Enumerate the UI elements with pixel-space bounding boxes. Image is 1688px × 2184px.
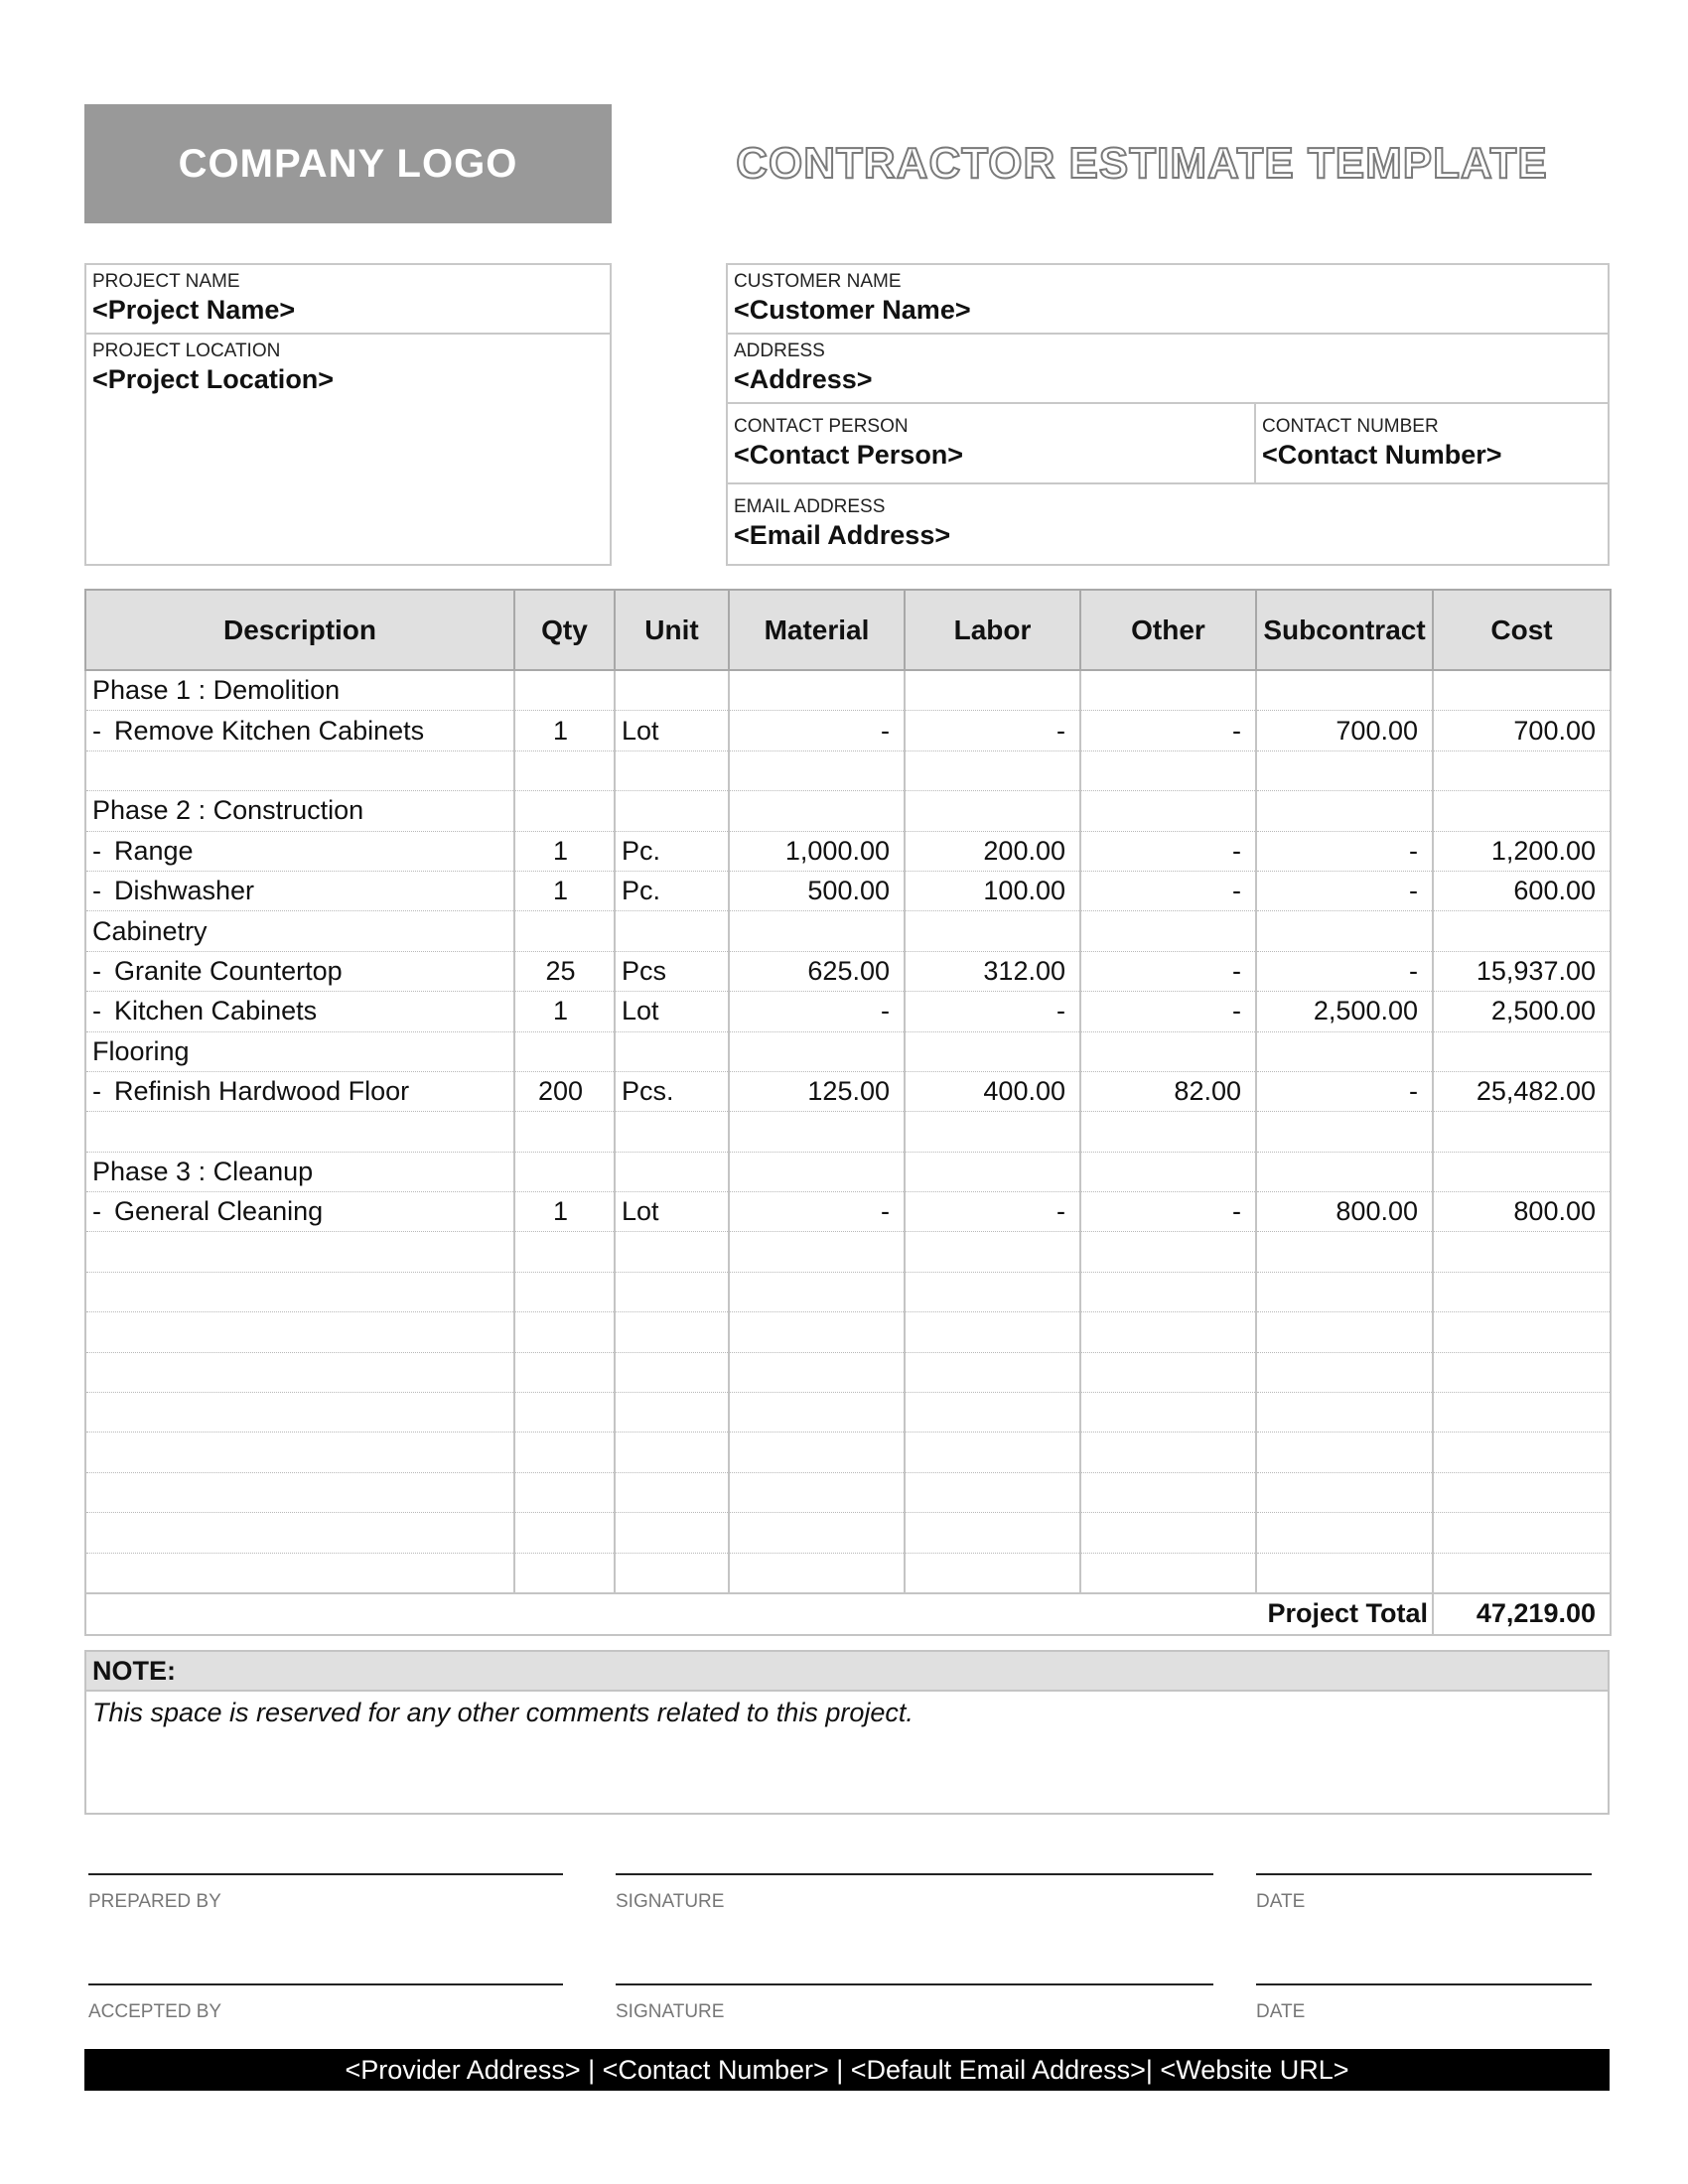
description-cell[interactable] [85,1352,514,1392]
prepared-by-label: PREPARED BY [88,1891,221,1912]
labor-cell[interactable] [905,1312,1080,1352]
other-cell[interactable]: 82.00 [1080,1071,1256,1111]
subcontract-cell[interactable] [1256,1232,1433,1272]
other-cell[interactable] [1080,1112,1256,1152]
material-cell[interactable] [729,670,905,711]
other-cell[interactable] [1080,1513,1256,1553]
labor-cell[interactable] [905,1232,1080,1272]
description-cell[interactable] [85,1272,514,1311]
labor-cell[interactable] [905,1152,1080,1191]
cost-cell[interactable] [1433,751,1611,790]
description-text: Phase 3 : Cleanup [92,1156,314,1186]
other-cell[interactable] [1080,1272,1256,1311]
cost-cell[interactable] [1433,791,1611,831]
table-row [85,911,1611,951]
qty-cell[interactable]: 1 [514,871,615,910]
qty-cell[interactable] [514,1031,615,1071]
contact-person-cell [728,404,1256,484]
labor-cell[interactable] [905,1112,1080,1152]
description-text: Remove Kitchen Cabinets [114,715,425,746]
description-text: Phase 1 : Demolition [92,675,341,706]
estimate-table [84,589,1612,1636]
description-cell[interactable] [85,1433,514,1472]
qty-cell[interactable] [514,751,615,790]
description-cell[interactable] [85,871,514,910]
table-row [85,1192,1611,1232]
description-text: Phase 2 : Construction [92,795,364,826]
description-cell[interactable] [85,1112,514,1152]
qty-cell[interactable]: 1 [514,992,615,1031]
labor-cell[interactable]: 100.00 [905,871,1080,910]
material-cell[interactable] [729,1393,905,1433]
description-cell[interactable] [85,1312,514,1352]
unit-cell[interactable]: Pcs. [615,1071,729,1111]
unit-cell[interactable] [615,1152,729,1191]
description-cell[interactable] [85,831,514,871]
email-cell [728,484,1608,564]
other-cell[interactable]: - [1080,951,1256,991]
qty-cell[interactable] [514,1553,615,1593]
labor-cell[interactable] [905,911,1080,951]
customer-name-cell [728,265,1608,335]
subcontract-cell[interactable]: 700.00 [1256,711,1433,751]
unit-cell[interactable]: Pcs [615,951,729,991]
description-cell[interactable] [85,1031,514,1071]
note-label: NOTE: [84,1650,1610,1692]
qty-cell[interactable] [514,911,615,951]
project-total-row [85,1593,1611,1635]
labor-cell[interactable] [905,751,1080,790]
item-bullet: - [92,955,101,986]
cost-cell[interactable] [1433,1232,1611,1272]
material-cell[interactable] [729,1352,905,1392]
table-row [85,871,1611,910]
cost-cell[interactable]: 800.00 [1433,1192,1611,1232]
labor-cell[interactable]: - [905,1192,1080,1232]
cost-cell[interactable] [1433,1152,1611,1191]
material-cell[interactable] [729,1232,905,1272]
material-cell[interactable] [729,1553,905,1593]
table-row [85,751,1611,790]
qty-cell[interactable] [514,1232,615,1272]
material-cell[interactable] [729,1433,905,1472]
material-cell[interactable] [729,791,905,831]
qty-cell[interactable]: 200 [514,1071,615,1111]
description-cell[interactable] [85,791,514,831]
description-text: Range [114,835,194,866]
labor-cell[interactable]: 400.00 [905,1071,1080,1111]
description-cell[interactable] [85,751,514,790]
subcontract-cell[interactable] [1256,1513,1433,1553]
cost-cell[interactable] [1433,1393,1611,1433]
item-bullet: - [92,996,101,1026]
address-cell [728,335,1608,404]
signature-line-2[interactable] [616,1983,1213,1985]
table-row [85,1513,1611,1553]
email-value[interactable]: <Email Address> [734,520,951,550]
table-row [85,831,1611,871]
header-description: Description [85,590,514,670]
subcontract-cell[interactable]: - [1256,871,1433,910]
other-cell[interactable]: - [1080,831,1256,871]
cost-cell[interactable]: 2,500.00 [1433,992,1611,1031]
unit-cell[interactable]: Lot [615,1192,729,1232]
project-name-cell [86,265,610,335]
description-cell[interactable] [85,1393,514,1433]
contact-person-value[interactable]: <Contact Person> [734,440,964,470]
other-cell[interactable]: - [1080,711,1256,751]
table-row [85,1071,1611,1111]
project-info-box [84,263,612,566]
labor-cell[interactable] [905,1272,1080,1311]
other-cell[interactable] [1080,1553,1256,1593]
table-row [85,1112,1611,1152]
qty-cell[interactable] [514,1513,615,1553]
labor-cell[interactable]: 312.00 [905,951,1080,991]
labor-cell[interactable]: 200.00 [905,831,1080,871]
subcontract-cell[interactable] [1256,911,1433,951]
material-cell[interactable]: - [729,711,905,751]
description-cell[interactable] [85,1553,514,1593]
date-label-1: DATE [1256,1891,1306,1912]
company-logo: COMPANY LOGO [84,104,612,223]
customer-info-box [726,263,1610,566]
address-value[interactable]: <Address> [734,364,873,394]
unit-cell[interactable] [615,1232,729,1272]
unit-cell[interactable] [615,670,729,711]
cost-cell[interactable] [1433,911,1611,951]
other-cell[interactable] [1080,751,1256,790]
qty-cell[interactable]: 1 [514,1192,615,1232]
unit-cell[interactable] [615,1112,729,1152]
table-row [85,711,1611,751]
unit-cell[interactable] [615,1433,729,1472]
header-qty: Qty [514,590,615,670]
unit-cell[interactable] [615,1031,729,1071]
cost-cell[interactable]: 25,482.00 [1433,1071,1611,1111]
project-name-value[interactable]: <Project Name> [92,295,296,325]
project-location-label: PROJECT LOCATION [92,341,281,361]
unit-cell[interactable]: Pc. [615,831,729,871]
contact-number-value[interactable]: <Contact Number> [1262,440,1502,470]
other-cell[interactable]: - [1080,992,1256,1031]
labor-cell[interactable] [905,1352,1080,1392]
unit-cell[interactable] [615,1272,729,1311]
description-text: Refinish Hardwood Floor [114,1076,410,1107]
project-location-cell [86,335,610,564]
header-cost: Cost [1433,590,1611,670]
table-row [85,1352,1611,1392]
table-row [85,1272,1611,1311]
accepted-by-line[interactable] [88,1983,563,1985]
table-row [85,992,1611,1031]
other-cell[interactable] [1080,1433,1256,1472]
material-cell[interactable] [729,1513,905,1553]
labor-cell[interactable] [905,1472,1080,1512]
subcontract-cell[interactable] [1256,1152,1433,1191]
table-row [85,1472,1611,1512]
project-total-value: 47,219.00 [1433,1593,1611,1635]
labor-cell[interactable] [905,1031,1080,1071]
customer-name-value[interactable]: <Customer Name> [734,295,971,325]
contact-person-label: CONTACT PERSON [734,416,909,437]
material-cell[interactable]: 500.00 [729,871,905,910]
subcontract-cell[interactable] [1256,1553,1433,1593]
material-cell[interactable]: - [729,1192,905,1232]
labor-cell[interactable] [905,670,1080,711]
description-cell[interactable] [85,1513,514,1553]
other-cell[interactable] [1080,1152,1256,1191]
description-text: General Cleaning [114,1196,324,1227]
project-location-value[interactable]: <Project Location> [92,364,335,394]
cost-cell[interactable] [1433,1031,1611,1071]
unit-cell[interactable] [615,791,729,831]
subcontract-cell[interactable] [1256,1433,1433,1472]
other-cell[interactable] [1080,670,1256,711]
cost-cell[interactable] [1433,1513,1611,1553]
material-cell[interactable] [729,1031,905,1071]
description-cell[interactable] [85,711,514,751]
project-name-label: PROJECT NAME [92,271,240,292]
material-cell[interactable] [729,1312,905,1352]
unit-cell[interactable] [615,1312,729,1352]
other-cell[interactable] [1080,1312,1256,1352]
unit-cell[interactable] [615,911,729,951]
material-cell[interactable]: 1,000.00 [729,831,905,871]
qty-cell[interactable]: 1 [514,711,615,751]
cost-cell[interactable] [1433,1553,1611,1593]
header-material: Material [729,590,905,670]
other-cell[interactable] [1080,1232,1256,1272]
labor-cell[interactable]: - [905,711,1080,751]
qty-cell[interactable] [514,1393,615,1433]
project-total-label: Project Total [1256,1593,1433,1635]
description-text: Dishwasher [114,876,255,906]
unit-cell[interactable] [615,1393,729,1433]
material-cell[interactable] [729,1112,905,1152]
subcontract-cell[interactable] [1256,751,1433,790]
description-cell[interactable] [85,670,514,711]
unit-cell[interactable] [615,751,729,790]
qty-cell[interactable] [514,1112,615,1152]
address-label: ADDRESS [734,341,825,361]
description-cell[interactable] [85,992,514,1031]
date-label-2: DATE [1256,2001,1306,2022]
cost-cell[interactable]: 600.00 [1433,871,1611,910]
unit-cell[interactable] [615,1553,729,1593]
table-row [85,1393,1611,1433]
footer-bar: <Provider Address> | <Contact Number> | <Default Email Address>| <Website URL> [84,2049,1610,2091]
cost-cell[interactable] [1433,1312,1611,1352]
description-text: Granite Countertop [114,955,343,986]
header-subcontract: Subcontract [1256,590,1433,670]
item-bullet: - [92,835,101,866]
cost-cell[interactable]: 15,937.00 [1433,951,1611,991]
material-cell[interactable]: - [729,992,905,1031]
cost-cell[interactable]: 700.00 [1433,711,1611,751]
customer-name-label: CUSTOMER NAME [734,271,902,292]
unit-cell[interactable]: Pc. [615,871,729,910]
cost-cell[interactable]: 1,200.00 [1433,831,1611,871]
unit-cell[interactable]: Lot [615,992,729,1031]
other-cell[interactable] [1080,791,1256,831]
subcontract-cell[interactable] [1256,1272,1433,1311]
contact-number-cell [1256,404,1608,484]
table-row [85,1553,1611,1593]
qty-cell[interactable]: 1 [514,831,615,871]
cost-cell[interactable] [1433,1352,1611,1392]
unit-cell[interactable]: Lot [615,711,729,751]
subcontract-cell[interactable]: 2,500.00 [1256,992,1433,1031]
subcontract-cell[interactable] [1256,1112,1433,1152]
subcontract-cell[interactable]: 800.00 [1256,1192,1433,1232]
signature-label-2: SIGNATURE [616,2001,725,2022]
table-row [85,1232,1611,1272]
subcontract-cell[interactable] [1256,670,1433,711]
contact-number-label: CONTACT NUMBER [1262,416,1439,437]
qty-cell[interactable] [514,791,615,831]
item-bullet: - [92,1196,101,1227]
subcontract-cell[interactable] [1256,1472,1433,1512]
table-row [85,1312,1611,1352]
table-row [85,670,1611,711]
table-row [85,1152,1611,1191]
cost-cell[interactable] [1433,1472,1611,1512]
table-row [85,951,1611,991]
signature-line-1[interactable] [616,1873,1213,1875]
description-text: Cabinetry [92,915,208,946]
item-bullet: - [92,715,101,746]
header-labor: Labor [905,590,1080,670]
table-header-row [85,590,1611,670]
unit-cell[interactable] [615,1513,729,1553]
other-cell[interactable] [1080,1352,1256,1392]
description-cell[interactable] [85,1152,514,1191]
other-cell[interactable]: - [1080,1192,1256,1232]
document-title: CONTRACTOR ESTIMATE TEMPLATE [736,139,1548,188]
description-text: Flooring [92,1035,190,1066]
other-cell[interactable] [1080,1472,1256,1512]
material-cell[interactable] [729,1272,905,1311]
subcontract-cell[interactable] [1256,1312,1433,1352]
subcontract-cell[interactable] [1256,1352,1433,1392]
cost-cell[interactable] [1433,1433,1611,1472]
description-text: Kitchen Cabinets [114,996,318,1026]
cost-cell[interactable] [1433,1112,1611,1152]
signature-label-1: SIGNATURE [616,1891,725,1912]
email-label: EMAIL ADDRESS [734,496,886,517]
qty-cell[interactable] [514,1152,615,1191]
subcontract-cell[interactable] [1256,1393,1433,1433]
cost-cell[interactable] [1433,670,1611,711]
other-cell[interactable] [1080,1031,1256,1071]
description-cell[interactable] [85,911,514,951]
material-cell[interactable] [729,911,905,951]
subcontract-cell[interactable]: - [1256,951,1433,991]
material-cell[interactable] [729,1472,905,1512]
prepared-by-line[interactable] [88,1873,563,1875]
description-cell[interactable] [85,1472,514,1512]
cost-cell[interactable] [1433,1272,1611,1311]
other-cell[interactable] [1080,911,1256,951]
date-line-2[interactable] [1256,1983,1592,1985]
unit-cell[interactable] [615,1472,729,1512]
qty-cell[interactable] [514,1472,615,1512]
description-cell[interactable] [85,1232,514,1272]
description-cell[interactable] [85,1192,514,1232]
qty-cell[interactable] [514,1272,615,1311]
unit-cell[interactable] [615,1352,729,1392]
item-bullet: - [92,876,101,906]
qty-cell[interactable] [514,1352,615,1392]
accepted-by-label: ACCEPTED BY [88,2001,222,2022]
item-bullet: - [92,1076,101,1107]
qty-cell[interactable] [514,1433,615,1472]
qty-cell[interactable] [514,1312,615,1352]
table-row [85,791,1611,831]
subcontract-cell[interactable]: - [1256,1071,1433,1111]
material-cell[interactable]: 625.00 [729,951,905,991]
material-cell[interactable]: 125.00 [729,1071,905,1111]
labor-cell[interactable] [905,1433,1080,1472]
description-cell[interactable] [85,951,514,991]
other-cell[interactable] [1080,1393,1256,1433]
total-spacer [85,1593,1256,1635]
labor-cell[interactable]: - [905,992,1080,1031]
header-other: Other [1080,590,1256,670]
table-row [85,1433,1611,1472]
header-unit: Unit [615,590,729,670]
labor-cell[interactable] [905,1513,1080,1553]
material-cell[interactable] [729,1152,905,1191]
subcontract-cell[interactable]: - [1256,831,1433,871]
subcontract-cell[interactable] [1256,1031,1433,1071]
material-cell[interactable] [729,751,905,790]
labor-cell[interactable] [905,1553,1080,1593]
labor-cell[interactable] [905,791,1080,831]
description-cell[interactable] [85,1071,514,1111]
qty-cell[interactable] [514,670,615,711]
table-row [85,1031,1611,1071]
labor-cell[interactable] [905,1393,1080,1433]
qty-cell[interactable]: 25 [514,951,615,991]
other-cell[interactable]: - [1080,871,1256,910]
subcontract-cell[interactable] [1256,791,1433,831]
note-text[interactable]: This space is reserved for any other comments related to this project. [84,1692,1610,1815]
date-line-1[interactable] [1256,1873,1592,1875]
